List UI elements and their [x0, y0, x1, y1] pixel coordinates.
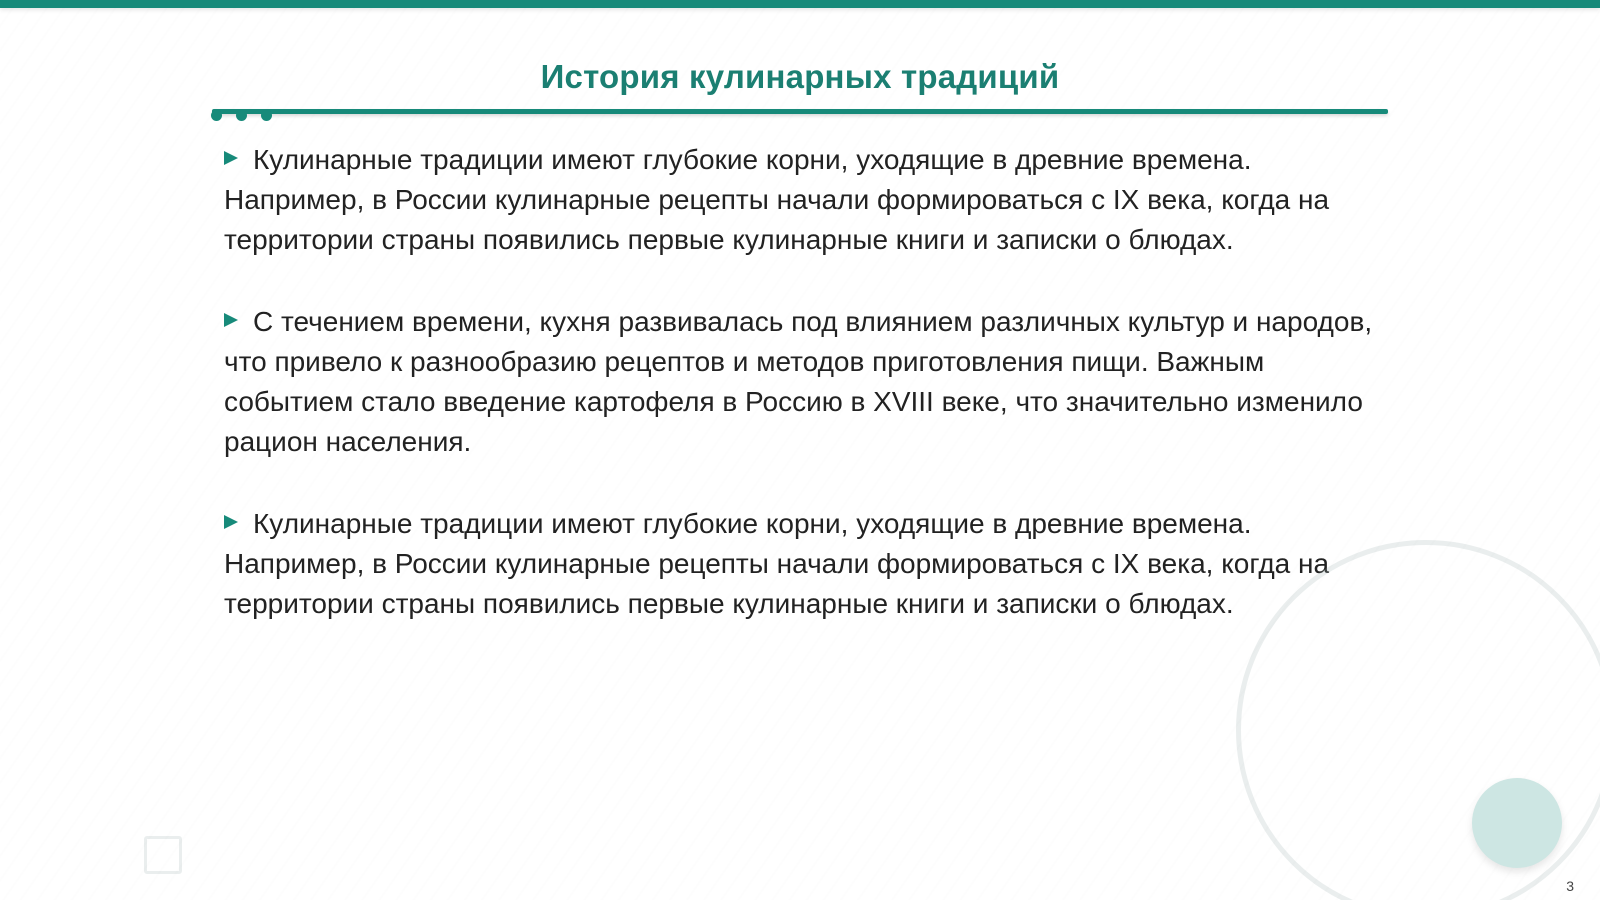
decorative-dot — [236, 110, 247, 121]
decorative-circle — [1472, 778, 1562, 868]
bullet-item — [224, 140, 1384, 260]
page-number: 3 — [1566, 878, 1574, 894]
bullet-arrow-icon — [224, 151, 238, 165]
bullet-list — [224, 140, 1384, 666]
decorative-dot — [211, 110, 222, 121]
bullet-item — [224, 302, 1384, 462]
bullet-arrow-icon — [224, 313, 238, 327]
decorative-square — [144, 836, 182, 874]
decorative-dot — [261, 110, 272, 121]
bullet-text: Кулинарные традиции имеют глубокие корни, уходящие в древние времена. Например, в России кулинарные рецепты начали формироваться с IX века, когда на территории страны появились первые кулинарные книги и записки о блюдах. — [224, 144, 1330, 255]
bullet-text: С течением времени, кухня развивалась под влиянием различных культур и народов, что привело к разнообразию рецептов и методов приготовления пищи. Важным событием стало введение картофеля в Россию в XVIII веке, что значительно изменило рацион населения. — [224, 306, 1373, 457]
bullet-arrow-icon — [224, 515, 238, 529]
bullet-text: Кулинарные традиции имеют глубокие корни, уходящие в древние времена. Например, в России кулинарные рецепты начали формироваться с IX века, когда на территории страны появились первые кулинарные книги и записки о блюдах. — [224, 508, 1330, 619]
bullet-item — [224, 504, 1384, 624]
title-underline — [212, 109, 1388, 114]
top-accent-bar — [0, 0, 1600, 8]
title-dots-decoration — [211, 110, 291, 124]
slide-title: История кулинарных традиций — [540, 58, 1060, 95]
